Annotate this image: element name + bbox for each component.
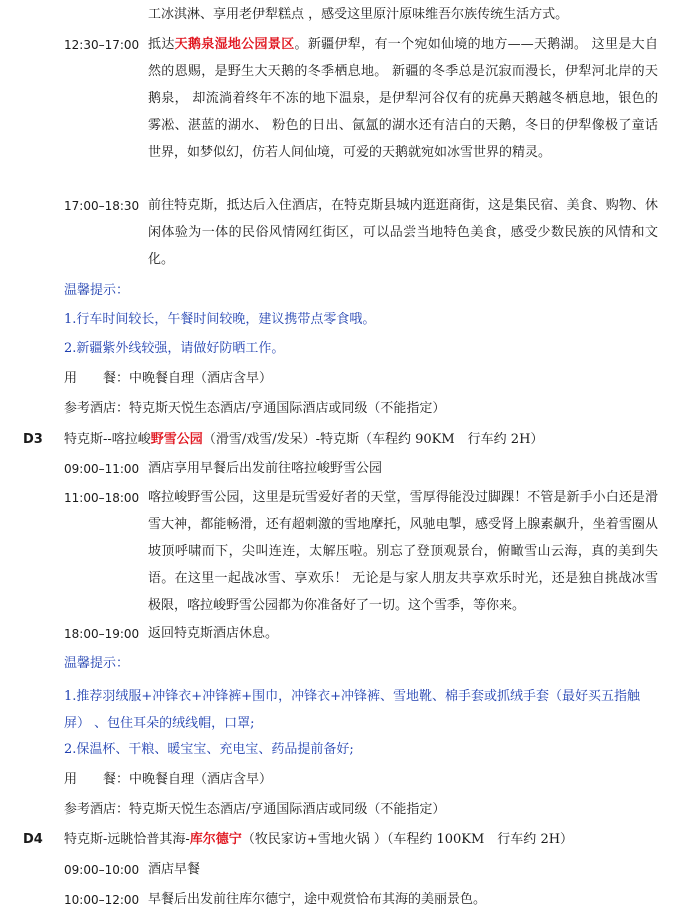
time-slot: 09:00–11:00 — [64, 462, 140, 476]
day-title-post: （牧民家访+雪地火锅 ）（车程约 100KM 行车约 2H） — [241, 832, 574, 847]
hotel-info: 参考酒店：特克斯天悦生态酒店/亨通国际酒店或同级（不能指定） — [64, 802, 446, 817]
tip-item: 2.保温杯、干粮、暖宝宝、充电宝、药品提前备好; — [64, 742, 354, 757]
activity-description: 返回特克斯酒店休息。 — [148, 626, 279, 641]
tip-item: 2.新疆紫外线较强，请做好防晒工作。 — [64, 341, 285, 356]
activity-description — [148, 31, 658, 166]
highlight-place: 库尔德宁 — [189, 832, 242, 847]
time-slot: 11:00–18:00 — [64, 491, 140, 505]
hotel-info: 参考酒店：特克斯天悦生态酒店/亨通国际酒店或同级（不能指定） — [64, 401, 446, 416]
meals-info: 用 餐：中晚餐自理（酒店含早） — [64, 371, 273, 386]
tip-item: 1.行车时间较长，午餐时间较晚，建议携带点零食哦。 — [64, 312, 376, 327]
itinerary-text-top: 工冰淇淋、享用老伊犁糕点 ，感受这里原汁原味维吾尔族传统生活方式。 — [148, 7, 569, 22]
day-title-pre: 特克斯-远眺恰普其海- — [64, 832, 190, 847]
day-title-pre: 特克斯--喀拉峻 — [64, 432, 151, 447]
activity-description: 酒店享用早餐后出发前往喀拉峻野雪公园 — [148, 461, 383, 476]
tips-title: 温馨提示： — [64, 283, 130, 298]
activity-text-post: 。新疆伊犁，有一个宛如仙境的地方——天鹅湖。 这里是大自然的恩赐，是野生大天鹅的冬季栖息地。 新疆的冬季总是沉寂而漫长，伊犁河北岸的天鹅泉， 却流淌着终年不冻的地下温泉，是伊犁河谷仅有的疣鼻天鹅越冬栖息地，银色的雾凇、湛蓝的湖水、 粉色的日出、氤氲的湖水还有洁白的天鹅，冬日的伊犁像极了童话世界，如梦似幻，仿若人间仙境，可爱的天鹅就宛如冰雪世界的精灵。 — [148, 37, 658, 160]
activity-description: 早餐后出发前往库尔德宁，途中观赏恰布其海的美丽景色。 — [148, 892, 487, 907]
day-title-post: （滑雪/戏雪/发呆）-特克斯（车程约 90KM 行车约 2H） — [202, 432, 544, 447]
meals-info: 用 餐：中晚餐自理（酒店含早） — [64, 772, 273, 787]
highlight-place: 野雪公园 — [150, 432, 203, 447]
day-title — [64, 828, 573, 852]
activity-description: 酒店早餐 — [148, 862, 201, 877]
day-title — [64, 428, 543, 452]
activity-description: 前往特克斯，抵达后入住酒店，在特克斯县城内逛逛商街，这是集民宿、美食、购物、休闲体验为一体的民俗风情网红街区，可以品尝当地特色美食，感受少数民族的风情和文化。 — [148, 198, 658, 267]
activity-text-pre: 抵达 — [148, 37, 175, 52]
time-slot: 17:00–18:30 — [64, 199, 140, 213]
day-label: D3 — [23, 432, 43, 447]
activity-description: 喀拉峻野雪公园，这里是玩雪爱好者的天堂，雪厚得能没过脚踝！不管是新手小白还是滑雪大神，都能畅滑，还有超刺激的雪地摩托，风驰电掣，感受肾上腺素飙升，坐着雪圈从坡顶呼啸而下，尖叫连连，太解压啦。别忘了登顶观景台，俯瞰雪山云海，真的美到失语。在这里一起战冰雪、享欢乐！ 无论是与家人朋友共享欢乐时光，还是独自挑战冰雪极限，喀拉峻野雪公园都为你准备好了一切。这个雪季，等你来。 — [148, 490, 658, 613]
highlight-place: 天鹅泉湿地公园景区 — [174, 37, 295, 52]
tip-item: 1.推荐羽绒服+冲锋衣+冲锋裤+围巾，冲锋衣+冲锋裤、雪地靴、棉手套或抓绒手套（最好买五指触屏） 、包住耳朵的绒线帽，口罩; — [64, 689, 640, 731]
time-slot: 12:30–17:00 — [64, 38, 140, 52]
day-label: D4 — [23, 832, 43, 847]
time-slot: 09:00–10:00 — [64, 863, 140, 877]
time-slot: 18:00–19:00 — [64, 627, 140, 641]
time-slot: 10:00–12:00 — [64, 893, 140, 907]
tips-title: 温馨提示： — [64, 656, 130, 671]
